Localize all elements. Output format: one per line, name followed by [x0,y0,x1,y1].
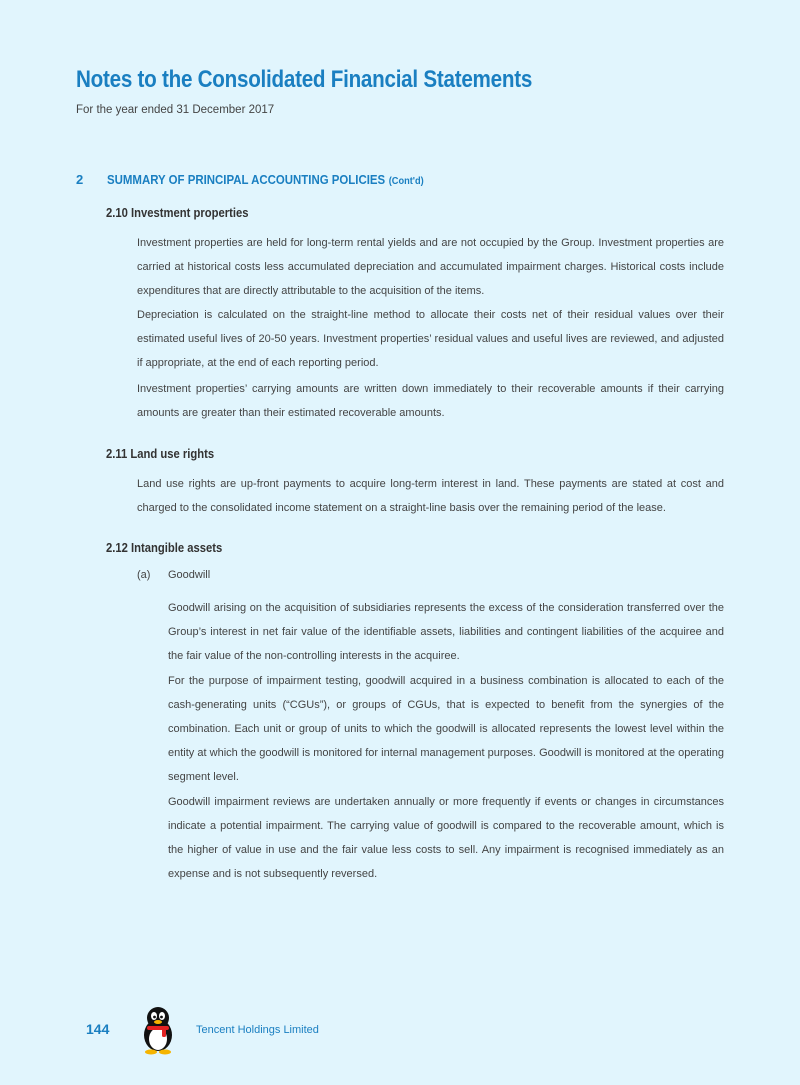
paragraph: Depreciation is calculated on the straight-line method to allocate their costs net of their residual values over their estimated useful lives of 20-50 years. Investment properties’ residual values and useful lives are reviewed, and adjusted if appropriate, at the end of each reporting period. [137,309,724,369]
paragraph: For the purpose of impairment testing, goodwill acquired in a business combination is allocated to each of the cash-generating units (“CGUs”), or groups of CGUs, that is expected to benefit from the synergies of the combination. Each unit or group of units to which the goodwill is allocated represents the lowest level within the entity at which the goodwill is monitored for internal management purposes. Goodwill is monitored at the operating segment level. [168,675,724,783]
penguin-mascot-icon [138,1005,178,1055]
section-title-text: SUMMARY OF PRINCIPAL ACCOUNTING POLICIES [107,172,386,187]
page-number: 144 [86,1021,110,1037]
subsection-heading-2-11: 2.11 Land use rights [106,447,215,461]
subsection-heading-2-12: 2.12 Intangible assets [106,541,223,555]
paragraph: Land use rights are up-front payments to acquire long-term interest in land. These payments are stated at cost and charged to the consolidated income statement on a straight-line basis over the remaining period of the lease. [137,478,724,514]
page-title: Notes to the Consolidated Financial Statements [76,66,533,93]
section-cont-label: (Cont'd) [388,175,424,187]
page-subtitle: For the year ended 31 December 2017 [76,104,275,116]
paragraph: Goodwill arising on the acquisition of subsidiaries represents the excess of the consideration transferred over the Group’s interest in net fair value of the identifiable assets, liabilities and contingent liabilities of the acquiree and the fair value of the non-controlling interests in the acquiree. [168,602,724,662]
paragraph: Investment properties are held for long-term rental yields and are not occupied by the Group. Investment properties are carried at historical costs less accumulated depreciation and accumulated impairment charges. Historical costs include expenditures that are directly attributable to the acquisition of the items. [137,237,724,297]
subsection-heading-2-10: 2.10 Investment properties [106,206,249,220]
section-number: 2 [76,172,84,187]
paragraph: Investment properties’ carrying amounts are written down immediately to their recoverable amounts if their carrying amounts are greater than their estimated recoverable amounts. [137,383,724,419]
list-item-marker: (a) [137,569,151,581]
paragraph: Goodwill impairment reviews are undertaken annually or more frequently if events or changes in circumstances indicate a potential impairment. The carrying value of goodwill is compared to the recoverable amount, which is the higher of value in use and the fair value less costs to sell. Any impairment is recognised immediately as an expense and is not subsequently reversed. [168,796,724,880]
list-item-title: Goodwill [168,569,211,581]
section-heading [76,172,467,187]
company-name: Tencent Holdings Limited [196,1024,319,1036]
section-title [107,172,424,187]
